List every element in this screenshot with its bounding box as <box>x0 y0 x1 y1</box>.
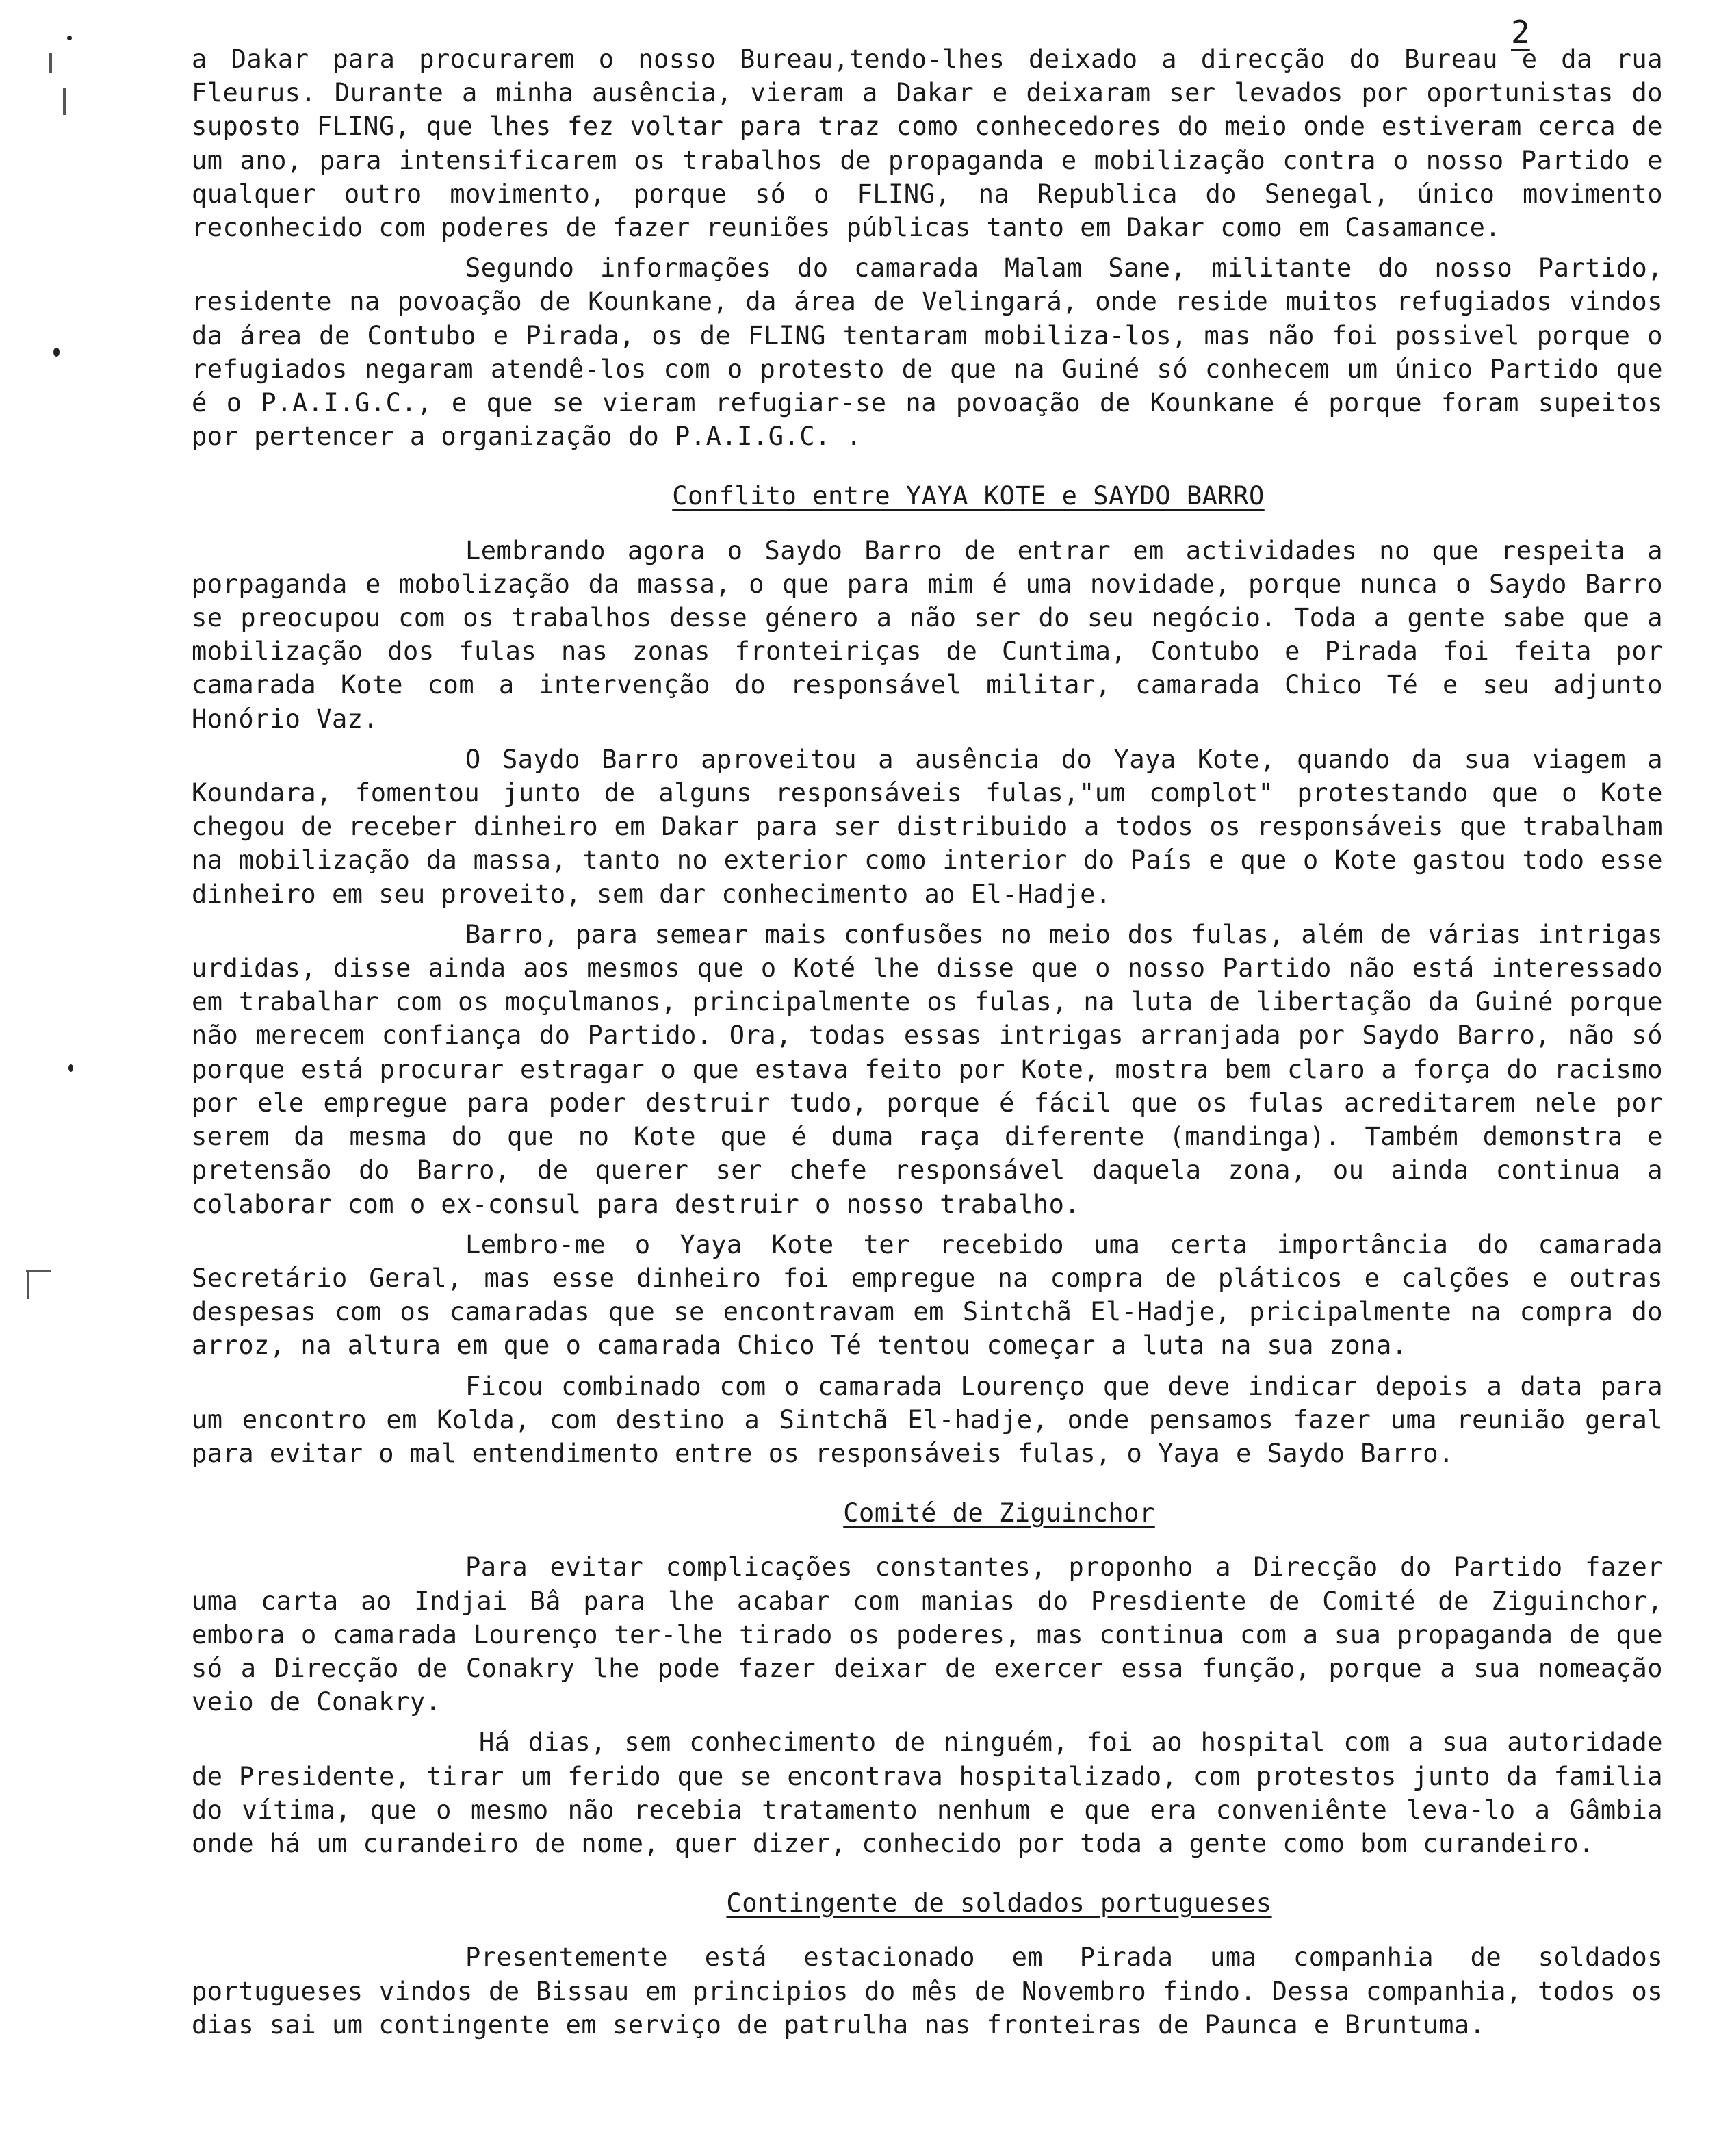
paragraph: Lembro-me o Yaya Kote ter recebido uma certa importância do camarada Secretário Geral, mas esse dinheiro foi empregue na compra de pláticos e calções e outras despesas com os camaradas que se encontravam em Sintchã El-Hadje, pricipalmente na compra do arroz, na altura em que o camarada Chico Té tentou começar a luta na sua zona. <box>192 1229 1663 1361</box>
paragraph: Barro, para semear mais confusões no meio dos fulas, além de várias intrigas urdidas, disse ainda aos mesmos que o Koté lhe disse que o nosso Partido não está interessado em trabalhar com os moçulmanos, principalmente os fulas, na luta de libertação da Guiné porque não merecem confiança do Partido. Ora, todas essas intrigas arranjada por Saydo Barro, não só porque está procurar estragar o que estava feito por Kote, mostra bem claro a força do racismo por ele empregue para poder destruir tudo, porque é fácil que os fulas acreditarem nele por serem da mesma do que no Kote que é duma raça diferente (mandinga). Também demonstra e pretensão do Barro, de querer ser chefe responsável daquela zona, ou ainda continua a colaborar com o ex-consul para destruir o nosso trabalho. <box>192 919 1663 1219</box>
page-number: 2 <box>1511 14 1530 51</box>
section-heading: Conflito entre YAYA KOTE e SAYDO BARRO <box>672 481 1265 511</box>
paragraph: Lembrando agora o Saydo Barro de entrar em actividades no que respeita a porpaganda e mobolização da massa, o que para mim é uma novidade, porque nunca o Saydo Barro se preocupou com os trabalhos desse género a não ser do seu negócio. Toda a gente sabe que a mobilização dos fulas nas zonas fronteiriças de Cuntima, Contubo e Pirada foi feita por camarada Kote com a intervenção do responsável militar, camarada Chico Té e seu adjunto Honório Vaz. <box>192 535 1663 734</box>
paragraph: Há dias, sem conhecimento de ninguém, foi ao hospital com a sua autoridade de Presidente, tirar um ferido que se encontrava hospitalizado, com protestos junto da familia do vítima, que o mesmo não recebia tratamento nenhum e que era conveniênte leva-lo a Gâmbia onde há um curandeiro de nome, quer dizer, conhecido por toda a gente como bom curandeiro. <box>192 1728 1663 1858</box>
margin-speck <box>67 36 72 40</box>
paragraph: Ficou combinado com o camarada Lourenço que deve indicar depois a data para um encontro em Kolda, com destino a Sintchã El-hadje, onde pensamos fazer uma reunião geral para evitar o mal entendimento entre os responsáveis fulas, o Yaya e Saydo Barro. <box>192 1371 1663 1468</box>
document-body <box>192 42 1663 2049</box>
paragraph: Para evitar complicações constantes, proponho a Direcção do Partido fazer uma carta ao Indjai Bâ para lhe acabar com manias do Presdiente de Comité de Ziguinchor, embora o camarada Lourenço ter-lhe tirado os poderes, mas continua com a sua propaganda de que só a Direcção de Conakry lhe pode fazer deixar de exercer essa função, porque a sua nomeação veio de Conakry. <box>192 1552 1663 1717</box>
margin-speck <box>26 1270 51 1272</box>
margin-speck <box>53 348 60 357</box>
paragraph: a Dakar para procurarem o nosso Bureau,tendo-lhes deixado a direcção do Bureau e da rua Fleurus. Durante a minha ausência, vieram a Dakar e deixaram ser levados por oportunistas do suposto FLING, que lhes fez voltar para traz como conhecedores do meio onde estiveram cerca de um ano, para intensificarem os trabalhos de propaganda e mobilização contra o nosso Partido e qualquer outro movimento, porque só o FLING, na Republica do Senegal, único movimento reconhecido com poderes de fazer reuniões públicas tanto em Dakar como em Casamance. <box>192 44 1663 243</box>
margin-speck <box>68 1064 73 1072</box>
margin-speck <box>49 53 52 73</box>
section-heading: Comité de Ziguinchor <box>843 1498 1155 1528</box>
paragraph: O Saydo Barro aproveitou a ausência do Yaya Kote, quando da sua viagem a Koundara, fomentou junto de alguns responsáveis fulas,"um complot" protestando que o Kote chegou de receber dinheiro em Dakar para ser distribuido a todos os responsáveis que trabalham na mobilização da massa, tanto no exterior como interior do País e que o Kote gastou todo esse dinheiro em seu proveito, sem dar conhecimento ao El-Hadje. <box>192 744 1663 909</box>
margin-speck <box>27 1272 29 1299</box>
paragraph: Segundo informações do camarada Malam Sane, militante do nosso Partido, residente na povoação de Kounkane, da área de Velingará, onde reside muitos refugiados vindos da área de Contubo e Pirada, os de FLING tentaram mobiliza-los, mas não foi possivel porque o refugiados negaram atendê-los com o protesto de que na Guiné só conhecem um único Partido que é o P.A.I.G.C., e que se vieram refugiar-se na povoação de Kounkane é porque foram supeitos por pertencer a organização do P.A.I.G.C. . <box>192 253 1663 452</box>
margin-speck <box>63 88 66 115</box>
paragraph: Presentemente está estacionado em Pirada uma companhia de soldados portugueses vindos de Bissau em principios do mês de Novembro findo. Dessa companhia, todos os dias sai um contingente em serviço de patrulha nas fronteiras de Paunca e Bruntuma. <box>192 1942 1663 2040</box>
section-heading: Contingente de soldados portugueses <box>726 1888 1272 1918</box>
